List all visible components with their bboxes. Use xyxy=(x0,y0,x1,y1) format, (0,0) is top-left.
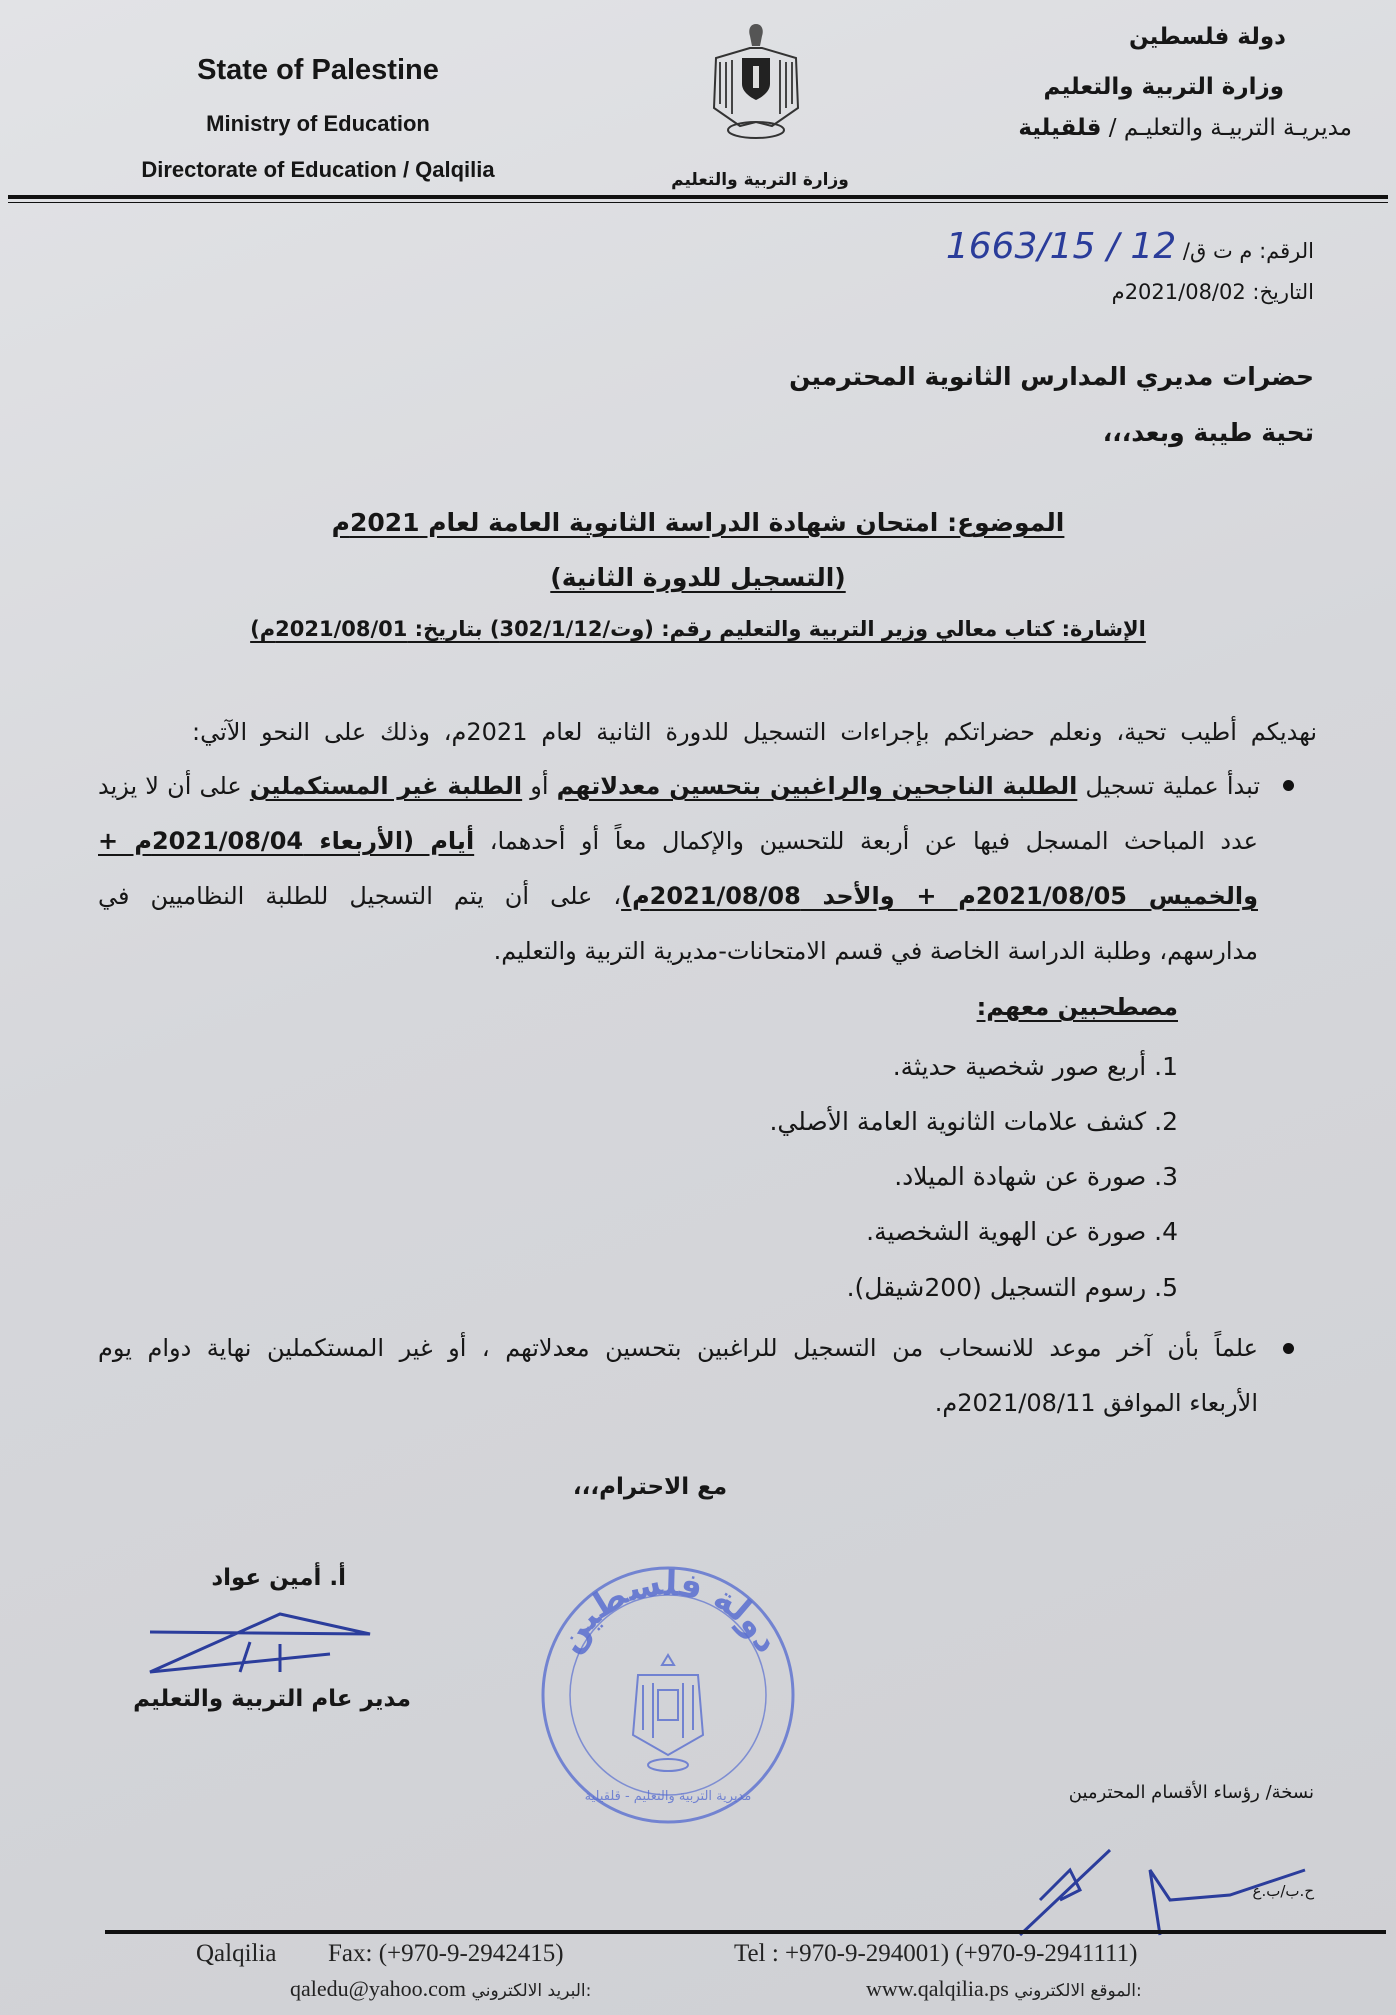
stamp-inner-text: مديرية التربية والتعليم - قلقيلية xyxy=(584,1789,752,1804)
reference-label: الرقم: م ت ق/ xyxy=(1182,239,1314,263)
bullet-icon xyxy=(1283,1343,1294,1354)
footer-divider xyxy=(105,1930,1386,1934)
date-line: التاريخ: 2021/08/02م xyxy=(1111,280,1314,304)
reference-line xyxy=(946,226,1314,267)
footer-website[interactable] xyxy=(866,1976,1142,2002)
palestine-eagle-emblem xyxy=(710,18,802,143)
footer-email[interactable] xyxy=(290,1976,591,2002)
bring-item: 1. أربع صور شخصية حديثة. xyxy=(892,1052,1178,1081)
directorate-city: قلقيلية xyxy=(1018,115,1102,141)
text: عدد المباحث المسجل فيها عن أربعة للتحسين والإكمال معاً أو أحدهما، xyxy=(474,827,1259,855)
emphasis-successful-students: الطلبة الناجحين والراغبين بتحسين معدلاتهم xyxy=(556,772,1078,800)
handwritten-signature xyxy=(130,1612,380,1682)
header-en-ministry: Ministry of Education xyxy=(206,111,430,136)
bring-item: 3. صورة عن شهادة الميلاد. xyxy=(894,1162,1178,1191)
bring-item: 4. صورة عن الهوية الشخصية. xyxy=(866,1217,1178,1246)
header-ar-state: دولة فلسطين xyxy=(1128,24,1286,50)
text: ، على أن يتم التسجيل للطلبة النظاميين في xyxy=(98,882,622,910)
bring-item: 2. كشف علامات الثانوية العامة الأصلي. xyxy=(769,1107,1178,1136)
emblem-caption: وزارة التربية والتعليم xyxy=(671,170,849,190)
text: تبدأ عملية تسجيل xyxy=(1077,772,1261,800)
footer-tel: Tel : +970-9-294001) (+970-9-2941111) xyxy=(734,1940,1138,1967)
email-value[interactable]: qaledu@yahoo.com xyxy=(290,1976,467,2001)
initials: ح.ب/ب.ع xyxy=(1252,1882,1314,1900)
header-ar-directorate xyxy=(1018,115,1352,141)
header-ar-ministry: وزارة التربية والتعليم xyxy=(1043,74,1284,100)
bullet1-line3 xyxy=(98,882,1258,910)
signatory-name: أ. أمين عواد xyxy=(211,1565,346,1591)
reference-number-handwritten: 1663/15 / 12 xyxy=(945,226,1177,267)
addressee: حضرات مديري المدارس الثانوية المحترمين xyxy=(789,362,1314,391)
initial-signatures xyxy=(1010,1840,1310,1940)
bullet2-line2: الأربعاء الموافق 2021/08/11م. xyxy=(934,1389,1258,1417)
subject-subtitle: (التسجيل للدورة الثانية) xyxy=(550,563,846,592)
website-value[interactable]: www.qalqilia.ps xyxy=(866,1976,1009,2001)
bullet1-line2 xyxy=(98,827,1258,855)
footer-city: Qalqilia xyxy=(196,1940,277,1967)
bullet1-line1 xyxy=(98,772,1260,800)
bring-heading: مصطحبين معهم: xyxy=(976,993,1178,1021)
official-stamp xyxy=(538,1565,798,1825)
closing: مع الاحترام،،، xyxy=(572,1474,728,1500)
header-en-state: State of Palestine xyxy=(197,54,439,86)
subject-title: الموضوع: امتحان شهادة الدراسة الثانوية العامة لعام 2021م xyxy=(331,508,1065,537)
body-intro: نهديكم أطيب تحية، ونعلم حضراتكم بإجراءات التسجيل للدورة الثانية لعام 2021م، وذلك على النحو الآتي: xyxy=(192,718,1317,746)
emphasis-incomplete-students: الطلبة غير المستكملين xyxy=(249,772,523,800)
text: على أن لا يزيد xyxy=(98,772,250,800)
website-label: الموقع الالكتروني: xyxy=(1014,1981,1142,2001)
header-en-directorate: Directorate of Education / Qalqilia xyxy=(141,157,495,182)
greeting: تحية طيبة وبعد،،، xyxy=(1102,418,1314,447)
header-divider xyxy=(8,195,1388,199)
bullet1-line4: مدارسهم، وطلبة الدراسة الخاصة في قسم الامتحانات-مديرية التربية والتعليم. xyxy=(493,937,1258,965)
svg-text:دولة فلسطين xyxy=(549,1565,788,1660)
bullet2-line1: علماً بأن آخر موعد للانسحاب من التسجيل للراغبين بتحسين معدلاتهم ، أو غير المستكملين نهاية دوام يوم xyxy=(98,1334,1258,1362)
signatory-title: مدير عام التربية والتعليم xyxy=(133,1686,411,1712)
text: أو xyxy=(522,772,557,800)
bullet-icon xyxy=(1283,780,1294,791)
emphasis-dates: والخميس 2021/08/05م + والأحد 2021/08/08م) xyxy=(621,882,1258,910)
footer-fax: Fax: (+970-9-2942415) xyxy=(328,1940,564,1967)
emphasis-dates: أيام (الأربعاء 2021/08/04م + xyxy=(98,827,475,855)
stamp-outer-text: دولة فلسطين xyxy=(548,1565,788,1660)
email-label: البريد الالكتروني: xyxy=(471,1981,592,2001)
copy-to: نسخة/ رؤساء الأقسام المحترمين xyxy=(1068,1782,1314,1803)
directorate-label: مديريـة التربيـة والتعليـم / xyxy=(1101,115,1352,141)
bring-item: 5. رسوم التسجيل (200شيقل). xyxy=(846,1273,1178,1302)
header-divider-thin xyxy=(8,202,1388,203)
subject-reference: الإشارة: كتاب معالي وزير التربية والتعليم رقم: (وت/302/1/12) بتاريخ: 2021/08/01م) xyxy=(250,617,1146,641)
